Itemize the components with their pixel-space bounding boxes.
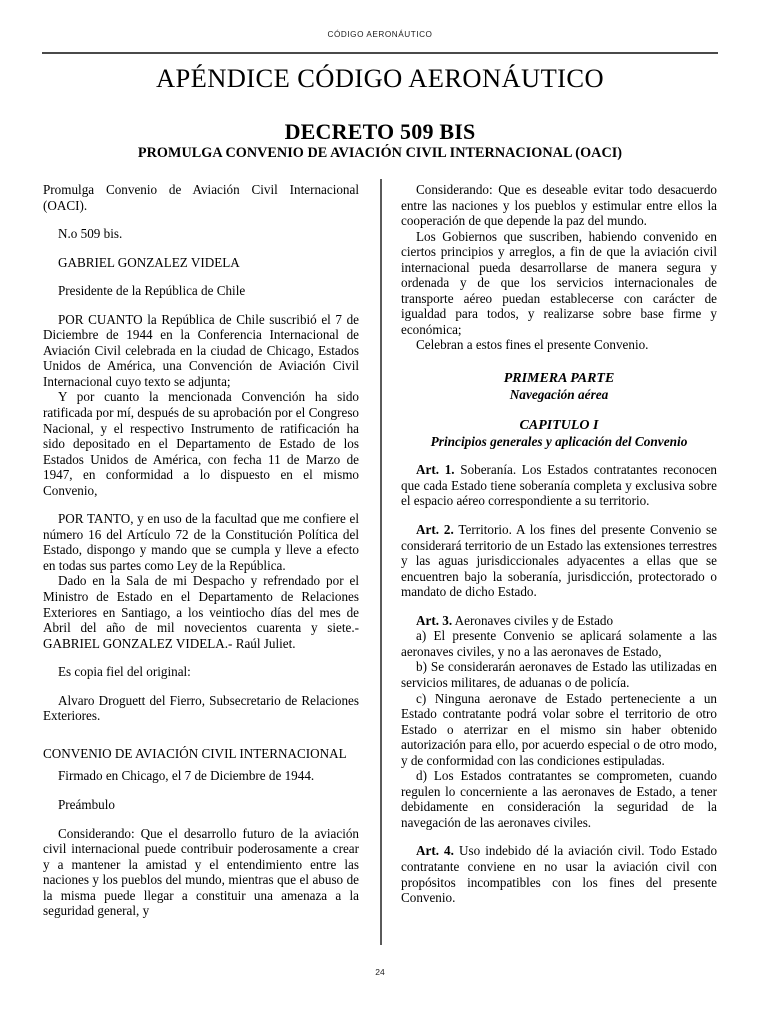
- article-3-item-a: a) El presente Convenio se aplicará solamente a las aeronaves civiles, y no a las aeronaves de Estado,: [401, 628, 717, 659]
- article-3-item-c: c) Ninguna aeronave de Estado perteneciente a un Estado contratante podrá volar sobre el territorio de otro Estado o aterrizar en el mismo sin haber obtenido autorización para ello, por acuerdo especial o de otro modo, y de conformidad con las condiciones estipuladas.: [401, 690, 717, 768]
- chapter-subtitle: Principios generales y aplicación del Convenio: [430, 433, 688, 449]
- paragraph: Es copia fiel del original:: [58, 664, 191, 680]
- article-4: [401, 843, 717, 905]
- paragraph: N.o 509 bis.: [58, 226, 123, 242]
- part-subtitle: Navegación aérea: [509, 386, 609, 402]
- article-3-item-d: d) Los Estados contratantes se comprometen, cuando regulen lo concerniente a las aeronaves de Estado, a tener debidamente en consideración la seguridad de la navegación de las aeronaves civiles.: [401, 768, 717, 830]
- right-column: [401, 182, 717, 947]
- left-column: [43, 182, 359, 947]
- article-2: [401, 522, 717, 600]
- title-block: [0, 64, 760, 162]
- article-3-label: Art. 3.: [416, 612, 453, 628]
- article-2-label: Art. 2.: [416, 522, 454, 538]
- paragraph: POR CUANTO la República de Chile suscribió el 7 de Diciembre de 1944 en la Conferencia Internacional de Aviación Civil celebrada en la ciudad de Chicago, Estados Unidos de América, una Convención de Aviación Civil Internacional cuyo texto se adjunta;: [43, 311, 359, 389]
- paragraph: Promulga Convenio de Aviación Civil Internacional (OACI).: [43, 182, 359, 213]
- decree-subtitle: PROMULGA CONVENIO DE AVIACIÓN CIVIL INTERNACIONAL (OACI): [137, 145, 623, 162]
- article-3-text: Aeronaves civiles y de Estado: [452, 612, 614, 628]
- two-column-body: [43, 182, 717, 947]
- paragraph: Dado en la Sala de mi Despacho y refrendado por el Ministro de Estado en el Departamento de Relaciones Exteriores en Santiago, a los veintiocho días del mes de Abril del año de mil novecientos cuarenta y siete.- GABRIEL GONZALEZ VIDELA.- Raúl Juliet.: [43, 573, 359, 651]
- paragraph: Los Gobiernos que suscriben, habiendo convenido en ciertos principios y arreglos, a fin de que la aviación civil internacional pueda desarrollarse de manera segura y ordenada y de que los servicios internacionales de transporte aéreo puedan establecerse con carácter de igualdad para todos, y realizarse sobre base firme y económica;: [401, 228, 717, 337]
- paragraph-signatory: GABRIEL GONZALEZ VIDELA: [58, 254, 240, 270]
- column-divider-rule: [380, 179, 382, 945]
- article-1-text: Soberanía. Los Estados contratantes reconocen que cada Estado tiene soberanía completa y exclusiva sobre el espacio aéreo correspondiente a su territorio.: [401, 462, 717, 509]
- paragraph: POR TANTO, y en uso de la facultad que me confiere el número 16 del Artículo 72 de la Constitución Política del Estado, dispongo y mando que se cumpla y lleve a efecto en todas sus partes como Ley de la República.: [43, 511, 359, 573]
- chapter-title: CAPITULO I: [519, 418, 599, 434]
- page-title: APÉNDICE CÓDIGO AERONÁUTICO: [155, 63, 605, 93]
- article-4-label: Art. 4.: [416, 843, 454, 859]
- paragraph: Alvaro Droguett del Fierro, Subsecretario de Relaciones Exteriores.: [43, 692, 359, 724]
- page-number: 24: [375, 967, 385, 977]
- running-head: CÓDIGO AERONÁUTICO: [327, 30, 433, 39]
- article-3-item-b: b) Se considerarán aeronaves de Estado las utilizadas en servicios militares, de aduanas o de policía.: [401, 659, 717, 690]
- paragraph: Considerando: Que es deseable evitar todo desacuerdo entre las naciones y los pueblos y estimular entre ellos la cooperación de que depende la paz del mundo.: [401, 182, 717, 229]
- article-1-label: Art. 1.: [416, 462, 455, 478]
- heading-convenio: CONVENIO DE AVIACIÓN CIVIL INTERNACIONAL: [43, 745, 347, 761]
- article-2-text: Territorio. A los fines del presente Convenio se considerará territorio de un Estado las extensiones terrestres y las aguas jurisdiccionales adyacentes a ellas que se encuentren bajo la soberanía, jurisdicción, protectorado o mandato de dicho Estado.: [401, 522, 717, 600]
- article-1: [401, 462, 717, 509]
- paragraph: Celebran a estos fines el presente Convenio.: [416, 337, 649, 353]
- paragraph-role: Presidente de la República de Chile: [58, 283, 246, 299]
- paragraph: Firmado en Chicago, el 7 de Diciembre de 1944.: [58, 768, 315, 784]
- decree-title: DECRETO 509 BIS: [284, 119, 476, 145]
- part-title: PRIMERA PARTE: [503, 371, 615, 387]
- article-3: [401, 613, 717, 629]
- article-4-text: Uso indebido dé la aviación civil. Todo Estado contratante conviene en no usar la aviación civil con propósitos incompatibles con los fines del presente Convenio.: [401, 843, 718, 906]
- paragraph: Y por cuanto la mencionada Convención ha sido ratificada por mí, después de su aprobación por el Congreso Nacional, y el respectivo Instrumento de ratificación ha sido depositado en el Departamento de Estado de los Estados Unidos de América, con fecha 11 de Marzo de 1947, en conformidad a lo dispuesto en el mismo Convenio,: [43, 389, 359, 498]
- header-divider-rule: [42, 52, 718, 54]
- paragraph: Considerando: Que el desarrollo futuro de la aviación civil internacional puede contribuir poderosamente a crear y a mantener la amistad y el entendimiento entre las naciones y los pueblos del mundo, mientras que el abuso de la misma puede llegar a constituir una amenaza a la seguridad general, y: [43, 825, 359, 919]
- heading-preambulo: Preámbulo: [58, 796, 115, 812]
